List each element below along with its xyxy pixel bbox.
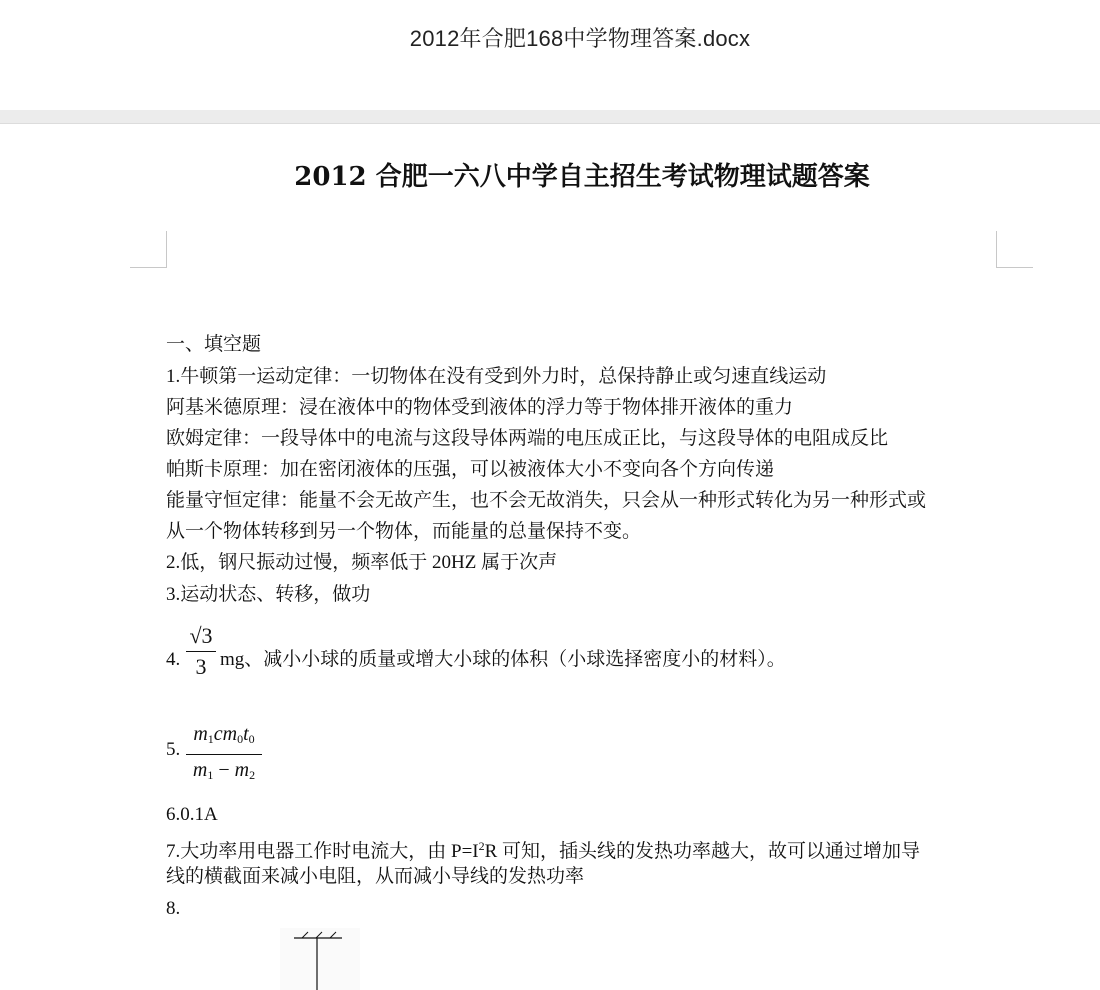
section-title: 一、填空题 (166, 334, 262, 355)
text-line-2: 阿基米德原理：浸在液体中的物体受到液体的浮力等于物体排开液体的重力 (166, 397, 794, 418)
text-line-3: 欧姆定律：一段导体中的电流与这段导体两端的电压成正比，与这段导体的电阻成反比 (166, 428, 889, 449)
fraction-denominator: 3 (195, 654, 207, 679)
text-line-4: 帕斯卡原理：加在密闭液体的压强，可以被液体大小不变向各个方向传递 (166, 459, 775, 480)
margin-corner-top-left (130, 231, 167, 268)
diagram-background (280, 928, 360, 990)
fraction-denominator (186, 758, 262, 787)
superscript: 2 (478, 839, 485, 853)
var-cm: cm (213, 723, 238, 745)
title-bar (0, 0, 1100, 110)
text-line-6: 从一个物体转移到另一个物体，而能量的总量保持不变。 (166, 521, 642, 542)
subscript: 1 (207, 768, 214, 782)
fraction-sqrt3-over-3 (186, 624, 216, 679)
subscript: 2 (249, 768, 256, 782)
answer-7-line-2: 线的横截面来减小电阻，从而减小导线的发热功率 (166, 866, 585, 887)
answer-5-prefix: 5. (166, 739, 181, 760)
var-t: t (243, 723, 249, 745)
fraction-heat-formula (186, 722, 262, 787)
fraction-bar (186, 651, 216, 652)
fraction-numerator: √3 (189, 623, 213, 648)
text-line-1: 1.牛顿第一运动定律：一切物体在没有受到外力时，总保持静止或匀速直线运动 (166, 366, 827, 387)
subscript: 0 (237, 732, 244, 746)
minus-operator: − (213, 759, 235, 781)
answer-7-part-b: R 可知，插头线的发热功率越大，故可以通过增加导 (484, 841, 921, 862)
text-line-5: 能量守恒定律：能量不会无故产生，也不会无故消失，只会从一种形式转化为另一种形式或 (166, 490, 927, 511)
subscript: 0 (248, 732, 255, 746)
answer-4-prefix: 4. (166, 649, 181, 670)
margin-corner-top-right (996, 231, 1033, 268)
var-m: m (193, 723, 208, 745)
answer-8-diagram (280, 928, 360, 990)
document-heading: 2012 合肥一六八中学自主招生考试物理试题答案 (294, 162, 870, 192)
answer-8: 8. (166, 898, 181, 919)
document-filename: 2012年合肥168中学物理答案.docx (409, 26, 751, 51)
answer-6: 6.0.1A (166, 804, 218, 825)
var-m: m (192, 759, 208, 781)
fraction-numerator (186, 722, 262, 751)
subscript: 1 (207, 732, 214, 746)
answer-2: 2.低，钢尺振动过慢，频率低于 20HZ 属于次声 (166, 552, 558, 573)
answer-3: 3.运动状态、转移，做功 (166, 584, 371, 605)
fraction-bar (186, 754, 262, 755)
answer-7-line-1 (166, 834, 920, 864)
toolbar-separator (0, 110, 1100, 124)
answer-7-part-a: 7.大功率用电器工作时电流大，由 P=I (166, 841, 479, 862)
answer-4-text: mg、减小小球的质量或增大小球的体积（小球选择密度小的材料）。 (220, 649, 786, 670)
var-m: m (234, 759, 250, 781)
